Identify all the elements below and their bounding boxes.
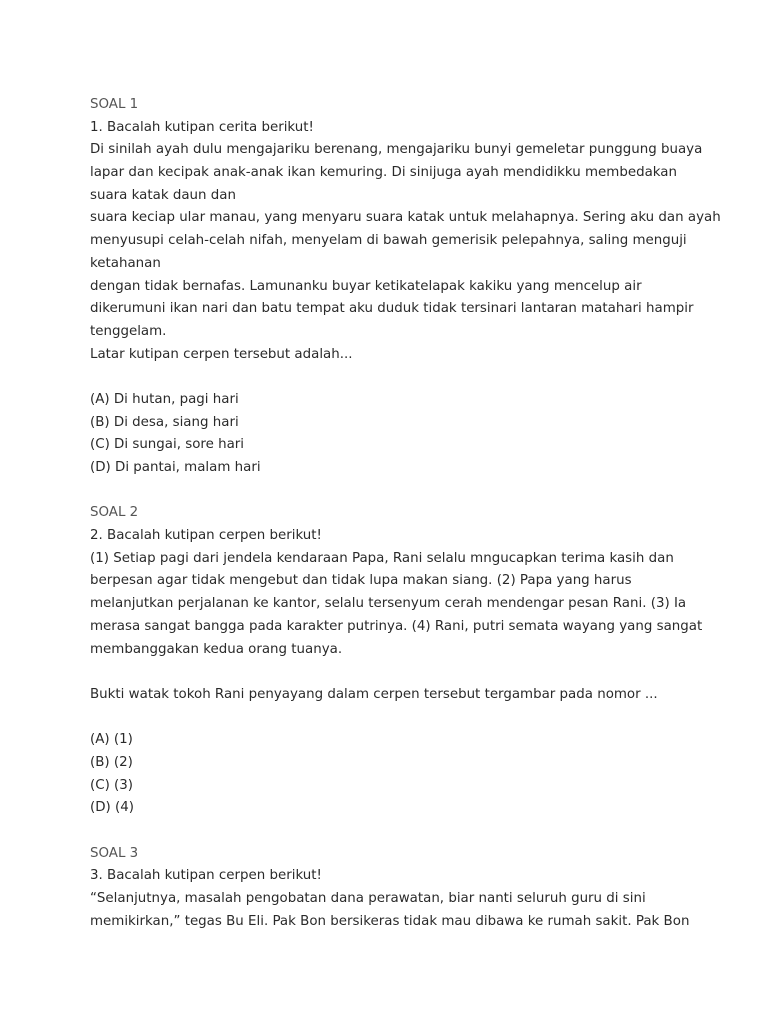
answer-option-a: (A) Di hutan, pagi hari — [90, 391, 239, 407]
passage-line: memikirkan,” tegas Bu Eli. Pak Bon bersikeras tidak mau dibawa ke rumah sakit. Pak Bon — [90, 913, 690, 929]
passage-line: “Selanjutnya, masalah pengobatan dana perawatan, biar nanti seluruh guru di sini — [90, 891, 646, 907]
passage-line: membanggakan kedua orang tuanya. — [90, 641, 343, 657]
answer-option-b: (B) Di desa, siang hari — [90, 414, 239, 430]
answer-option-a: (A) (1) — [90, 732, 133, 748]
question-heading: SOAL 1 — [90, 97, 139, 112]
spacer — [90, 661, 708, 684]
passage-line: suara keciap ular manau, yang menyaru suara katak untuk melahapnya. Sering aku dan ayah — [90, 210, 721, 226]
passage-line: merasa sangat bangga pada karakter putrinya. (4) Rani, putri semata wayang yang sangat — [90, 618, 703, 634]
passage-line: tenggelam. — [90, 323, 167, 339]
answer-option-c: (C) Di sungai, sore hari — [90, 437, 245, 453]
passage-line: berpesan agar tidak mengebut dan tidak lupa makan siang. (2) Papa yang harus — [90, 573, 632, 589]
spacer — [90, 707, 708, 730]
question-prompt: Latar kutipan cerpen tersebut adalah... — [90, 346, 353, 362]
answer-option-c: (C) (3) — [90, 777, 134, 793]
passage-line: Di sinilah ayah dulu mengajariku berenang, mengajariku bunyi gemeletar punggung buaya — [90, 142, 703, 158]
question-1 — [90, 94, 721, 480]
passage-line: ketahanan — [90, 255, 161, 271]
passage-line: suara katak daun dan — [90, 187, 236, 203]
question-instruction: 1. Bacalah kutipan cerita berikut! — [90, 119, 314, 135]
passage-line: dengan tidak bernafas. Lamunanku buyar ketikatelapak kakiku yang mencelup air — [90, 278, 642, 294]
passage-line: menyusupi celah-celah nifah, menyelam di bawah gemerisik pelepahnya, saling menguji — [90, 233, 687, 249]
answer-option-b: (B) (2) — [90, 754, 133, 770]
passage-line: melanjutkan perjalanan ke kantor, selalu tersenyum cerah mendengar pesan Rani. (3) Ia — [90, 596, 687, 612]
question-instruction: 3. Bacalah kutipan cerpen berikut! — [90, 868, 322, 884]
question-heading: SOAL 3 — [90, 845, 139, 861]
passage-line: (1) Setiap pagi dari jendela kendaraan Papa, Rani selalu mngucapkan terima kasih dan — [90, 550, 674, 566]
question-prompt: Bukti watak tokoh Rani penyayang dalam cerpen tersebut tergambar pada nomor ... — [90, 686, 658, 702]
passage-line: lapar dan kecipak anak-anak ikan kemuring. Di sinijuga ayah mendidikku membedakan — [90, 165, 677, 181]
question-3 — [90, 843, 708, 934]
answer-option-d: (D) Di pantai, malam hari — [90, 460, 261, 475]
spacer — [90, 480, 708, 503]
question-instruction: 2. Bacalah kutipan cerpen berikut! — [90, 528, 322, 544]
spacer — [90, 366, 708, 389]
spacer — [90, 820, 708, 843]
question-2 — [90, 502, 708, 820]
answer-option-d: (D) (4) — [90, 800, 134, 816]
question-heading: SOAL 2 — [90, 505, 139, 521]
passage-line: dikerumuni ikan nari dan batu tempat aku duduk tidak tersinari lantaran matahari hampir — [90, 301, 694, 317]
